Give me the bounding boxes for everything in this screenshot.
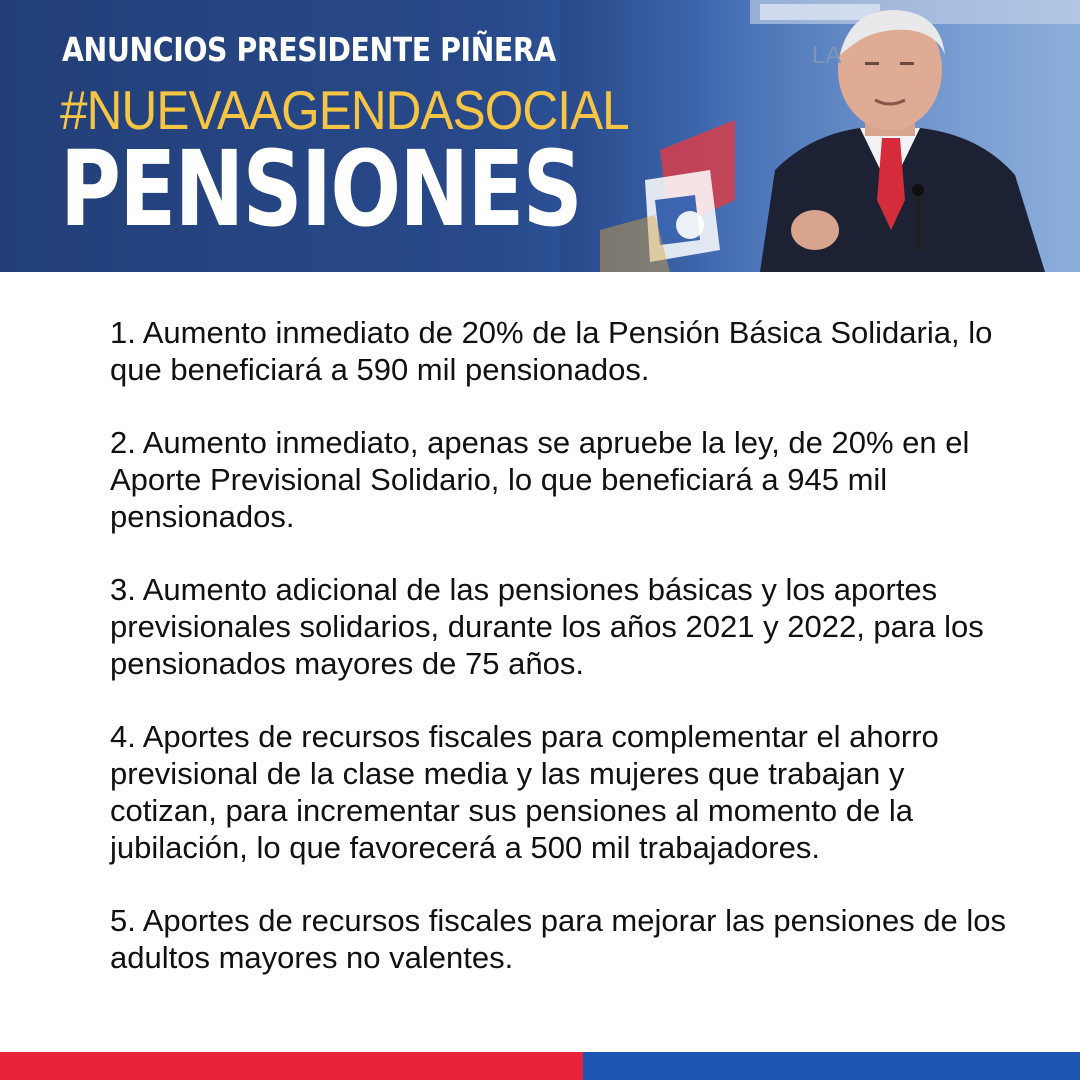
- list-item: 5. Aportes de recursos fiscales para mejorar las pensiones de los adultos mayores no valentes.: [110, 903, 1007, 975]
- president-photo: [560, 0, 1080, 272]
- list-item: 1. Aumento inmediato de 20% de la Pensión Básica Solidaria, lo que beneficiará a 590 mil pensionados.: [110, 315, 993, 387]
- footer-blue-stripe: [583, 1052, 1080, 1080]
- president-photo-illustration: [560, 0, 1080, 272]
- list-item: 3. Aumento adicional de las pensiones básicas y los aportes previsionales solidarios, durante los años 2021 y 2022, para los pensionados mayores de 75 años.: [110, 572, 984, 681]
- footer-red-stripe: [0, 1052, 583, 1080]
- header-hashtag: #NUEVAAGENDASOCIAL: [60, 79, 629, 141]
- measures-list: [110, 314, 1010, 1012]
- footer-flag-bar: [0, 1052, 1080, 1080]
- header-kicker: ANUNCIOS PRESIDENTE PIÑERA: [62, 30, 556, 69]
- list-item: 2. Aumento inmediato, apenas se apruebe la ley, de 20% en el Aporte Previsional Solidario, lo que beneficiará a 945 mil pensionados.: [110, 425, 970, 534]
- backdrop-sign-text: LA: [812, 42, 842, 69]
- header-banner: [0, 0, 1080, 272]
- list-item: 4. Aportes de recursos fiscales para complementar el ahorro previsional de la clase media y las mujeres que trabajan y cotizan, para incrementar sus pensiones al momento de la jubilación, lo que favorecerá a 500 mil trabajadores.: [110, 719, 939, 865]
- page-title: PENSIONES: [60, 128, 582, 250]
